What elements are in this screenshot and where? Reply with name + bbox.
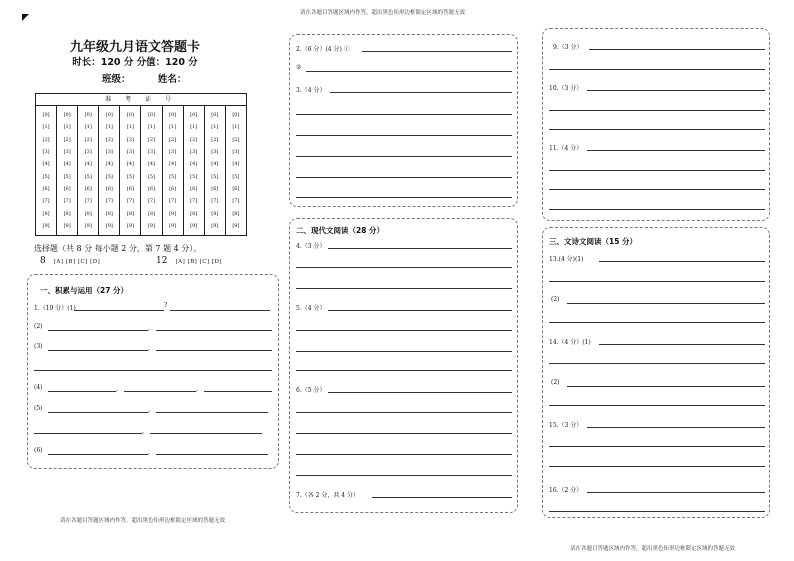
answer-line[interactable] <box>296 267 512 268</box>
digit-bubble[interactable]: [6] <box>126 185 134 192</box>
top-notice: 请在各题目答题区域内作答，超出黑色矩形边框限定区域的答题无效 <box>300 10 466 16</box>
answer-line[interactable] <box>48 412 148 413</box>
digit-bubble[interactable]: [1] <box>84 124 92 131</box>
digit-bubble[interactable]: [2] <box>126 136 134 143</box>
digit-bubble[interactable]: [7] <box>126 198 134 205</box>
answer-line[interactable] <box>204 391 272 392</box>
choice-options[interactable]: [A] [B] [C] [D] <box>175 259 222 265</box>
answer-line[interactable] <box>599 261 765 262</box>
digit-bubble[interactable]: [3] <box>42 149 50 156</box>
choice-item-12[interactable] <box>156 256 222 266</box>
digit-bubble[interactable]: [7] <box>211 198 219 205</box>
digit-bubble[interactable]: [5] <box>84 173 92 180</box>
digit-bubble[interactable]: [1] <box>63 124 71 131</box>
answer-line[interactable] <box>587 150 765 151</box>
answer-line[interactable] <box>74 310 164 311</box>
answer-line[interactable] <box>48 391 116 392</box>
digit-bubble[interactable]: [9] <box>42 222 50 229</box>
section2-box <box>289 218 518 513</box>
admission-digit-column <box>120 106 141 235</box>
q1-part-4: (4) <box>34 384 43 391</box>
digit-bubble[interactable]: [0] <box>211 112 219 119</box>
digit-bubble[interactable]: [4] <box>190 161 198 168</box>
answer-line[interactable] <box>549 189 765 190</box>
page-title: 九年级九月语文答题卡 <box>69 40 200 55</box>
answer-line[interactable] <box>362 51 512 52</box>
answer-line[interactable] <box>549 466 765 467</box>
admission-digit-column <box>141 106 162 235</box>
corner-mark <box>22 14 29 21</box>
digit-bubble[interactable]: [2] <box>232 136 240 143</box>
answer-line[interactable] <box>589 49 765 50</box>
q1-part-2: (2) <box>34 323 43 330</box>
digit-bubble[interactable]: [0] <box>42 112 50 119</box>
digit-bubble[interactable]: [8] <box>232 210 240 217</box>
admission-digit-column <box>163 106 184 235</box>
digit-bubble[interactable]: [6] <box>147 185 156 192</box>
digit-bubble[interactable]: [1] <box>190 124 198 131</box>
answer-line[interactable] <box>296 156 512 157</box>
answer-line[interactable] <box>549 446 765 447</box>
digit-bubble[interactable]: [8] <box>105 210 113 217</box>
q1-part-5: (5) <box>34 405 43 412</box>
digit-bubble[interactable]: [8] <box>63 210 71 217</box>
answer-box-q9-q11 <box>542 28 770 221</box>
digit-bubble[interactable]: [3] <box>63 149 71 156</box>
digit-bubble[interactable]: [3] <box>126 149 134 156</box>
digit-bubble[interactable]: [9] <box>232 222 240 229</box>
answer-line[interactable] <box>549 363 765 364</box>
answer-line[interactable] <box>48 350 148 351</box>
digit-bubble[interactable]: [3] <box>84 149 92 156</box>
answer-line[interactable] <box>156 454 268 455</box>
q10-label: 10.（3 分） <box>549 85 583 92</box>
digit-bubble[interactable]: [5] <box>232 173 240 180</box>
digit-bubble[interactable]: [2] <box>84 136 92 143</box>
answer-line[interactable] <box>156 412 268 413</box>
digit-bubble[interactable]: [9] <box>147 222 156 229</box>
digit-bubble[interactable]: [4] <box>63 161 71 168</box>
choice-item-8[interactable] <box>40 256 100 266</box>
choice-options[interactable]: [A] [B] [C] [D] <box>53 259 101 265</box>
section3-box <box>542 227 770 518</box>
answer-line[interactable] <box>296 197 512 198</box>
section2-title: 二、现代文阅读（28 分） <box>296 226 385 235</box>
digit-bubble[interactable]: [3] <box>190 149 198 156</box>
digit-bubble[interactable]: [8] <box>169 210 177 217</box>
class-label: 班级： <box>102 74 131 85</box>
digit-bubble[interactable]: [8] <box>42 210 50 217</box>
q2-label: 2.（6 分）(4 分) ① <box>296 46 350 53</box>
admission-digit-column <box>99 106 120 235</box>
digit-bubble[interactable]: [5] <box>147 173 156 180</box>
answer-line[interactable] <box>306 71 512 72</box>
answer-line[interactable] <box>156 350 272 351</box>
q14-label: 14.（4 分）(1) <box>549 339 591 346</box>
answer-line[interactable] <box>599 344 765 345</box>
digit-bubble[interactable]: [2] <box>190 136 198 143</box>
answer-line[interactable] <box>296 433 512 434</box>
comma: ， <box>196 386 203 393</box>
digit-bubble[interactable]: [6] <box>42 185 50 192</box>
digit-bubble[interactable]: [1] <box>42 124 50 131</box>
section3-title: 三、文诗文阅读（15 分） <box>549 237 638 246</box>
q5-label: 5.（4 分） <box>296 305 326 312</box>
answer-line[interactable] <box>567 303 765 304</box>
answer-line[interactable] <box>549 511 765 512</box>
q1-label: 1.（19 分）(1) <box>34 305 76 312</box>
digit-bubble[interactable]: [6] <box>63 185 71 192</box>
digit-bubble[interactable]: [8] <box>147 210 156 217</box>
q9-label: 9.（3 分） <box>553 44 583 51</box>
admission-digit-column <box>36 106 57 235</box>
digit-bubble[interactable]: [4] <box>42 161 50 168</box>
digit-bubble[interactable]: [2] <box>63 136 71 143</box>
answer-line[interactable] <box>549 170 765 171</box>
digit-bubble[interactable]: [7] <box>232 198 240 205</box>
digit-bubble[interactable]: [0] <box>169 112 177 119</box>
digit-bubble[interactable]: [4] <box>105 161 113 168</box>
exam-meta: 时长：120 分 分值：120 分 <box>72 57 198 68</box>
digit-bubble[interactable]: [7] <box>105 198 113 205</box>
q13-label: 13.(4 分)(1) <box>549 256 584 263</box>
answer-line[interactable] <box>549 110 765 111</box>
answer-line[interactable] <box>587 492 765 493</box>
digit-bubble[interactable]: [8] <box>126 210 134 217</box>
q2-part-2: ② <box>296 64 302 71</box>
comma: ， <box>148 449 155 456</box>
digit-bubble[interactable]: [4] <box>169 161 177 168</box>
answer-line[interactable] <box>296 330 512 331</box>
answer-line[interactable] <box>296 412 512 413</box>
digit-bubble[interactable]: [8] <box>211 210 219 217</box>
digit-bubble[interactable]: [7] <box>63 198 71 205</box>
comma: ， <box>148 325 155 332</box>
digit-bubble[interactable]: [0] <box>147 112 156 119</box>
digit-bubble[interactable]: [1] <box>211 124 219 131</box>
q11-label: 11.（4 分） <box>549 145 583 152</box>
digit-bubble[interactable]: [6] <box>190 185 198 192</box>
digit-bubble[interactable]: [4] <box>84 161 92 168</box>
answer-line[interactable] <box>328 310 512 311</box>
digit-bubble[interactable]: [9] <box>84 222 92 229</box>
digit-bubble[interactable]: [5] <box>126 173 134 180</box>
digit-bubble[interactable]: [1] <box>169 124 177 131</box>
choice-title: 选择题（共 8 分 每小题 2 分，第 7 题 4 分）。 <box>34 244 202 253</box>
digit-bubble[interactable]: [8] <box>84 210 92 217</box>
answer-line[interactable] <box>124 391 196 392</box>
q7-label: 7.（各 2 分，共 4 分） <box>296 492 359 499</box>
digit-bubble[interactable]: [6] <box>105 185 113 192</box>
q13-part-2: (2) <box>551 296 560 303</box>
digit-bubble[interactable]: [0] <box>105 112 113 119</box>
digit-bubble[interactable]: [7] <box>84 198 92 205</box>
digit-bubble[interactable]: [7] <box>42 198 50 205</box>
digit-bubble[interactable]: [1] <box>126 124 134 131</box>
digit-bubble[interactable]: [2] <box>105 136 113 143</box>
digit-bubble[interactable]: [8] <box>190 210 198 217</box>
q1-part-6: (6) <box>34 447 43 454</box>
answer-line[interactable] <box>372 497 512 498</box>
digit-bubble[interactable]: [0] <box>63 112 71 119</box>
digit-bubble[interactable]: [1] <box>105 124 113 131</box>
answer-line[interactable] <box>34 370 272 371</box>
digit-bubble[interactable]: [7] <box>147 198 156 205</box>
answer-line[interactable] <box>330 92 512 93</box>
digit-bubble[interactable]: [6] <box>211 185 219 192</box>
comma: ， <box>148 345 155 352</box>
answer-line[interactable] <box>296 454 512 455</box>
digit-bubble[interactable]: [0] <box>84 112 92 119</box>
bottom-notice-left: 请在各题目答题区域内作答，超出黑色矩形边框限定区域的答题无效 <box>60 518 226 524</box>
q6-label: 6.（5 分） <box>296 387 326 394</box>
section1-title: 一、积累与运用（27 分） <box>40 286 129 295</box>
digit-bubble[interactable]: [5] <box>63 173 71 180</box>
answer-line[interactable] <box>549 281 765 282</box>
choice-number: 8 <box>40 256 46 266</box>
q1-separator: ? <box>164 302 168 309</box>
answer-line[interactable] <box>549 405 765 406</box>
comma: ， <box>148 407 155 414</box>
answer-line[interactable] <box>296 351 512 352</box>
digit-bubble[interactable]: [9] <box>169 222 177 229</box>
answer-line[interactable] <box>48 454 148 455</box>
admission-digit-column <box>78 106 99 235</box>
digit-bubble[interactable]: [4] <box>147 161 156 168</box>
admission-columns <box>36 106 246 235</box>
q3-label: 3.（4 分） <box>296 87 326 94</box>
answer-line[interactable] <box>549 209 765 210</box>
answer-line[interactable] <box>296 370 512 371</box>
choice-number: 12 <box>156 256 168 266</box>
admission-digit-column <box>57 106 78 235</box>
digit-bubble[interactable]: [5] <box>169 173 177 180</box>
answer-line[interactable] <box>328 392 512 393</box>
digit-bubble[interactable]: [9] <box>211 222 219 229</box>
digit-bubble[interactable]: [1] <box>147 124 156 131</box>
admission-digit-column <box>226 106 246 235</box>
answer-line[interactable] <box>328 248 512 249</box>
answer-line[interactable] <box>296 114 512 115</box>
answer-line[interactable] <box>296 135 512 136</box>
digit-bubble[interactable]: [2] <box>147 136 156 143</box>
digit-bubble[interactable]: [6] <box>232 185 240 192</box>
answer-line[interactable] <box>150 433 262 434</box>
digit-bubble[interactable]: [4] <box>232 161 240 168</box>
name-label: 姓名： <box>157 74 187 85</box>
digit-bubble[interactable]: [9] <box>190 222 198 229</box>
answer-line[interactable] <box>567 386 765 387</box>
digit-bubble[interactable]: [5] <box>190 173 198 180</box>
digit-bubble[interactable]: [3] <box>147 149 156 156</box>
digit-bubble[interactable]: [3] <box>211 149 219 156</box>
answer-line[interactable] <box>549 322 765 323</box>
digit-bubble[interactable]: [5] <box>211 173 219 180</box>
answer-line[interactable] <box>48 330 148 331</box>
answer-line[interactable] <box>156 330 272 331</box>
answer-line[interactable] <box>170 310 270 311</box>
answer-line[interactable] <box>587 90 765 91</box>
digit-bubble[interactable]: [9] <box>105 222 113 229</box>
bottom-notice-right: 请在各题目答题区域内作答，超出黑色矩形边框限定区域的答题无效 <box>570 546 736 552</box>
answer-line[interactable] <box>587 427 765 428</box>
digit-bubble[interactable]: [7] <box>190 198 198 205</box>
answer-line[interactable] <box>296 177 512 178</box>
digit-bubble[interactable]: [0] <box>232 112 240 119</box>
digit-bubble[interactable]: [9] <box>126 222 134 229</box>
q1-part-3: (3) <box>34 343 43 350</box>
comma: ， <box>142 428 149 435</box>
digit-bubble[interactable]: [1] <box>232 124 240 131</box>
digit-bubble[interactable]: [6] <box>84 185 92 192</box>
admission-grid-title: 准 考 证 号 <box>36 94 246 106</box>
digit-bubble[interactable]: [0] <box>126 112 134 119</box>
admission-digit-column <box>184 106 205 235</box>
q15-label: 15.（3 分） <box>549 422 583 429</box>
answer-line[interactable] <box>549 69 765 70</box>
digit-bubble[interactable]: [3] <box>232 149 240 156</box>
comma: ， <box>116 386 123 393</box>
digit-bubble[interactable]: [4] <box>126 161 134 168</box>
answer-line[interactable] <box>549 129 765 130</box>
answer-line[interactable] <box>34 433 142 434</box>
digit-bubble[interactable]: [9] <box>63 222 71 229</box>
answer-line[interactable] <box>296 288 512 289</box>
q4-label: 4.（3 分） <box>296 243 326 250</box>
digit-bubble[interactable]: [3] <box>169 149 177 156</box>
q16-label: 16.（2 分） <box>549 487 583 494</box>
digit-bubble[interactable]: [2] <box>42 136 50 143</box>
answer-line[interactable] <box>296 475 512 476</box>
answer-box-q2-q3 <box>289 34 518 207</box>
digit-bubble[interactable]: [5] <box>105 173 113 180</box>
admission-number-grid <box>35 93 247 236</box>
section1-box <box>27 274 279 469</box>
digit-bubble[interactable]: [2] <box>211 136 219 143</box>
digit-bubble[interactable]: [4] <box>211 161 219 168</box>
digit-bubble[interactable]: [2] <box>169 136 177 143</box>
digit-bubble[interactable]: [3] <box>105 149 113 156</box>
digit-bubble[interactable]: [0] <box>190 112 198 119</box>
digit-bubble[interactable]: [6] <box>169 185 177 192</box>
q14-part-2: (2) <box>551 379 560 386</box>
digit-bubble[interactable]: [5] <box>42 173 50 180</box>
digit-bubble[interactable]: [7] <box>169 198 177 205</box>
student-info <box>102 71 210 85</box>
admission-digit-column <box>205 106 226 235</box>
